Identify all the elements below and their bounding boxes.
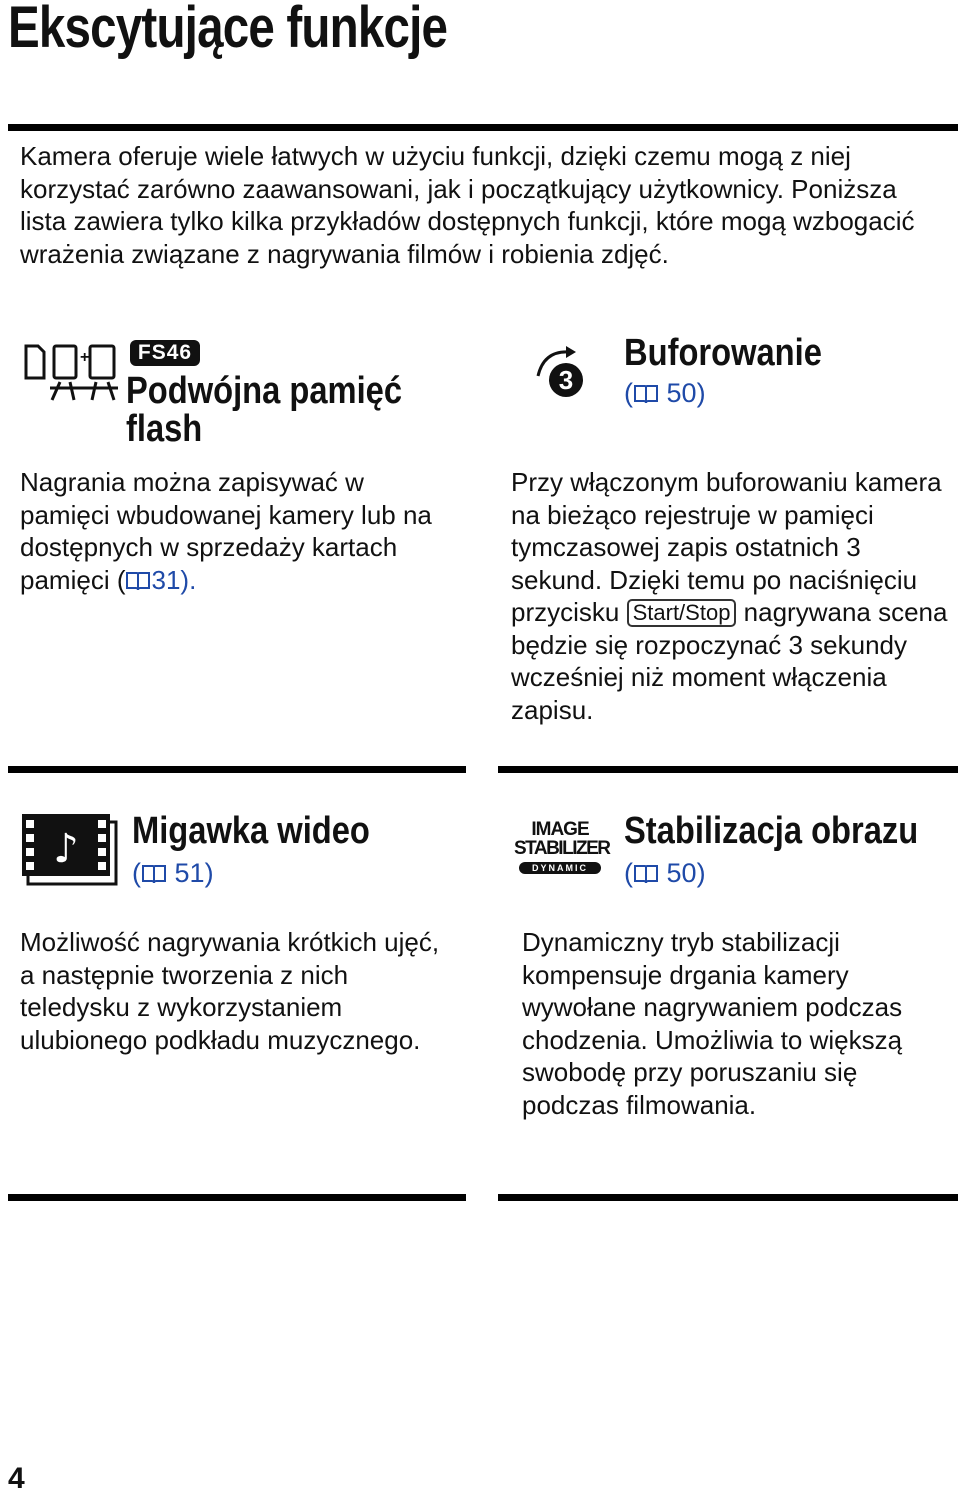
feature-title-dual-memory: Podwójna pamięć bbox=[126, 370, 403, 412]
section-rule-left bbox=[8, 766, 466, 773]
svg-text:3: 3 bbox=[558, 365, 574, 395]
page-ref-link[interactable]: 31 bbox=[151, 564, 181, 595]
book-icon bbox=[633, 381, 659, 411]
model-badge: FS46 bbox=[130, 340, 200, 366]
page-number: 4 bbox=[8, 1462, 25, 1495]
feature-title-dual-memory-line2: flash bbox=[126, 408, 203, 450]
svg-text:+: + bbox=[80, 349, 90, 366]
feature-title-video-snapshot: Migawka wideo bbox=[132, 810, 370, 852]
page-title: Ekscytujące funkcje bbox=[8, 0, 448, 60]
section-rule-right bbox=[498, 766, 958, 773]
feature-text-dual-memory: Nagrania można zapisywać w pamięci wbudowanej kamery lub na dostępnych w sprzedaży kartach pamięci ( 31). bbox=[20, 466, 460, 599]
bottom-rule-right bbox=[498, 1194, 958, 1201]
svg-text:♪: ♪ bbox=[53, 826, 79, 872]
feature-text-buffering: Przy włączonym buforowaniu kamera na bieżąco rejestruje w pamięci tymczasowej zapis ostatnich 3 sekund. Dzięki temu po naciśnięciu przycisku Start/Stop nagrywana scena będzie się rozpoczynać 3 sekundy wcześniej niż moment włączenia zapisu. bbox=[511, 467, 948, 725]
page-ref-buffering[interactable]: ( 50) bbox=[624, 378, 706, 411]
top-rule bbox=[8, 124, 958, 131]
book-icon bbox=[141, 861, 167, 891]
book-icon bbox=[125, 567, 151, 600]
image-stabilizer-logo: IMAGE STABILIZER DYNAMIC bbox=[514, 819, 610, 873]
intro-paragraph: Kamera oferuje wiele łatwych w użyciu funkcji, dzięki czemu mogą z niej korzystać zarówno zaawansowani, jak i początkujący użytkownicy. Poniższa lista zawiera tylko kilka przykładów dostępnych funkcji, które mogą wzbogacić wrażenia związane z nagrywania filmów i robienia zdjęć. bbox=[20, 141, 915, 269]
page-ref-video-snapshot[interactable]: ( 51) bbox=[132, 858, 214, 891]
start-stop-key: Start/Stop bbox=[627, 599, 737, 627]
feature-title-stabilizer: Stabilizacja obrazu bbox=[624, 810, 919, 852]
pre-rec-3sec-icon bbox=[530, 344, 590, 402]
page-ref-stabilizer[interactable]: ( 50) bbox=[624, 858, 706, 891]
bottom-rule-left bbox=[8, 1194, 466, 1201]
dual-memory-icon bbox=[22, 338, 122, 408]
video-snapshot-icon bbox=[20, 812, 120, 888]
book-icon bbox=[633, 861, 659, 891]
feature-title-buffering: Buforowanie bbox=[624, 332, 822, 374]
feature-text-video-snapshot: Możliwość nagrywania krótkich ujęć, a następnie tworzenia z nich teledysku z wykorzystaniem ulubionego podkładu muzycznego. bbox=[20, 927, 440, 1055]
feature-text-stabilizer: Dynamiczny tryb stabilizacji kompensuje drgania kamery wywołane nagrywaniem podczas chodzenia. Umożliwia to większą swobodę przy poruszaniu się podczas filmowania. bbox=[522, 927, 903, 1120]
